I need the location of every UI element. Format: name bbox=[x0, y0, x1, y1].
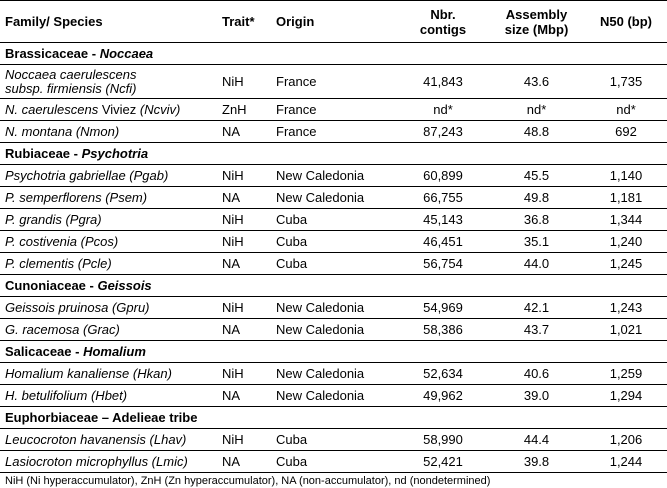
assembly-cell: 40.6 bbox=[488, 363, 585, 385]
origin-cell: Cuba bbox=[271, 429, 398, 451]
assembly-cell: 43.6 bbox=[488, 65, 585, 99]
trait-cell: NA bbox=[217, 253, 271, 275]
origin-cell: New Caledonia bbox=[271, 385, 398, 407]
family-name: Brassicaceae - Noccaea bbox=[0, 43, 667, 65]
trait-cell: NiH bbox=[217, 209, 271, 231]
assembly-cell: 45.5 bbox=[488, 165, 585, 187]
assembly-cell: 48.8 bbox=[488, 121, 585, 143]
origin-cell: Cuba bbox=[271, 209, 398, 231]
origin-cell: France bbox=[271, 65, 398, 99]
species-cell: P. clementis (Pcle) bbox=[0, 253, 217, 275]
header-assembly-size: Assembly size (Mbp) bbox=[488, 1, 585, 43]
table-row bbox=[0, 297, 667, 319]
n50-cell: 1,245 bbox=[585, 253, 667, 275]
trait-cell: NiH bbox=[217, 231, 271, 253]
origin-cell: Cuba bbox=[271, 231, 398, 253]
header-trait: Trait* bbox=[217, 1, 271, 43]
header-n50: N50 (bp) bbox=[585, 1, 667, 43]
assembly-cell: 44.0 bbox=[488, 253, 585, 275]
family-row bbox=[0, 275, 667, 297]
header-contigs: Nbr. contigs bbox=[398, 1, 488, 43]
table-row bbox=[0, 231, 667, 253]
n50-cell: 692 bbox=[585, 121, 667, 143]
n50-cell: 1,344 bbox=[585, 209, 667, 231]
table-row bbox=[0, 253, 667, 275]
species-cell: Psychotria gabriellae (Pgab) bbox=[0, 165, 217, 187]
contigs-cell: nd* bbox=[398, 99, 488, 121]
species-cell: N. caerulescens Viviez (Ncviv) bbox=[0, 99, 217, 121]
contigs-cell: 87,243 bbox=[398, 121, 488, 143]
species-cell: Leucocroton havanensis (Lhav) bbox=[0, 429, 217, 451]
n50-cell: 1,735 bbox=[585, 65, 667, 99]
assembly-cell: 36.8 bbox=[488, 209, 585, 231]
table-row bbox=[0, 429, 667, 451]
origin-cell: New Caledonia bbox=[271, 363, 398, 385]
table-row bbox=[0, 451, 667, 473]
header-row bbox=[0, 1, 667, 43]
contigs-cell: 60,899 bbox=[398, 165, 488, 187]
origin-cell: New Caledonia bbox=[271, 297, 398, 319]
n50-cell: 1,181 bbox=[585, 187, 667, 209]
contigs-cell: 52,634 bbox=[398, 363, 488, 385]
contigs-cell: 52,421 bbox=[398, 451, 488, 473]
species-cell: P. grandis (Pgra) bbox=[0, 209, 217, 231]
assembly-cell: 44.4 bbox=[488, 429, 585, 451]
species-cell: Geissois pruinosa (Gpru) bbox=[0, 297, 217, 319]
assembly-cell: 39.0 bbox=[488, 385, 585, 407]
trait-cell: NiH bbox=[217, 429, 271, 451]
origin-cell: New Caledonia bbox=[271, 187, 398, 209]
table-row bbox=[0, 99, 667, 121]
origin-cell: New Caledonia bbox=[271, 319, 398, 341]
trait-cell: NA bbox=[217, 187, 271, 209]
contigs-cell: 56,754 bbox=[398, 253, 488, 275]
contigs-cell: 49,962 bbox=[398, 385, 488, 407]
n50-cell: 1,294 bbox=[585, 385, 667, 407]
trait-cell: NiH bbox=[217, 165, 271, 187]
family-row bbox=[0, 407, 667, 429]
n50-cell: 1,240 bbox=[585, 231, 667, 253]
n50-cell: 1,140 bbox=[585, 165, 667, 187]
n50-cell: 1,021 bbox=[585, 319, 667, 341]
family-name: Rubiaceae - Psychotria bbox=[0, 143, 667, 165]
trait-cell: ZnH bbox=[217, 99, 271, 121]
family-row bbox=[0, 43, 667, 65]
species-cell: Lasiocroton microphyllus (Lmic) bbox=[0, 451, 217, 473]
footnote: NiH (Ni hyperaccumulator), ZnH (Zn hyperaccumulator), NA (non-accumulator), nd (nondetermined) bbox=[0, 473, 667, 488]
n50-cell: 1,206 bbox=[585, 429, 667, 451]
species-cell: G. racemosa (Grac) bbox=[0, 319, 217, 341]
table-row bbox=[0, 363, 667, 385]
species-cell: H. betulifolium (Hbet) bbox=[0, 385, 217, 407]
species-cell: Homalium kanaliense (Hkan) bbox=[0, 363, 217, 385]
footnote-row bbox=[0, 473, 667, 488]
trait-cell: NiH bbox=[217, 65, 271, 99]
origin-cell: Cuba bbox=[271, 451, 398, 473]
family-row bbox=[0, 341, 667, 363]
n50-cell: 1,259 bbox=[585, 363, 667, 385]
table-row bbox=[0, 385, 667, 407]
trait-cell: NiH bbox=[217, 297, 271, 319]
family-name: Cunoniaceae - Geissois bbox=[0, 275, 667, 297]
table-row bbox=[0, 319, 667, 341]
n50-cell: 1,243 bbox=[585, 297, 667, 319]
species-cell: Noccaea caerulescens subsp. firmiensis (Ncfi) bbox=[0, 65, 217, 99]
contigs-cell: 41,843 bbox=[398, 65, 488, 99]
table-row bbox=[0, 165, 667, 187]
contigs-cell: 58,990 bbox=[398, 429, 488, 451]
origin-cell: France bbox=[271, 99, 398, 121]
origin-cell: Cuba bbox=[271, 253, 398, 275]
trait-cell: NA bbox=[217, 451, 271, 473]
family-name: Euphorbiaceae – Adelieae tribe bbox=[0, 407, 667, 429]
n50-cell: 1,244 bbox=[585, 451, 667, 473]
family-row bbox=[0, 143, 667, 165]
species-cell: P. costivenia (Pcos) bbox=[0, 231, 217, 253]
contigs-cell: 46,451 bbox=[398, 231, 488, 253]
contigs-cell: 45,143 bbox=[398, 209, 488, 231]
origin-cell: New Caledonia bbox=[271, 165, 398, 187]
species-cell: P. semperflorens (Psem) bbox=[0, 187, 217, 209]
assembly-cell: nd* bbox=[488, 99, 585, 121]
header-origin: Origin bbox=[271, 1, 398, 43]
trait-cell: NA bbox=[217, 121, 271, 143]
trait-cell: NA bbox=[217, 385, 271, 407]
assembly-cell: 35.1 bbox=[488, 231, 585, 253]
contigs-cell: 66,755 bbox=[398, 187, 488, 209]
trait-cell: NiH bbox=[217, 363, 271, 385]
origin-cell: France bbox=[271, 121, 398, 143]
contigs-cell: 58,386 bbox=[398, 319, 488, 341]
table-row bbox=[0, 187, 667, 209]
trait-cell: NA bbox=[217, 319, 271, 341]
family-name: Salicaceae - Homalium bbox=[0, 341, 667, 363]
species-cell: N. montana (Nmon) bbox=[0, 121, 217, 143]
n50-cell: nd* bbox=[585, 99, 667, 121]
table-row bbox=[0, 121, 667, 143]
assembly-cell: 39.8 bbox=[488, 451, 585, 473]
table-row bbox=[0, 209, 667, 231]
assembly-cell: 49.8 bbox=[488, 187, 585, 209]
table-row bbox=[0, 65, 667, 99]
assembly-cell: 43.7 bbox=[488, 319, 585, 341]
header-family-species: Family/ Species bbox=[0, 1, 217, 43]
contigs-cell: 54,969 bbox=[398, 297, 488, 319]
assembly-cell: 42.1 bbox=[488, 297, 585, 319]
